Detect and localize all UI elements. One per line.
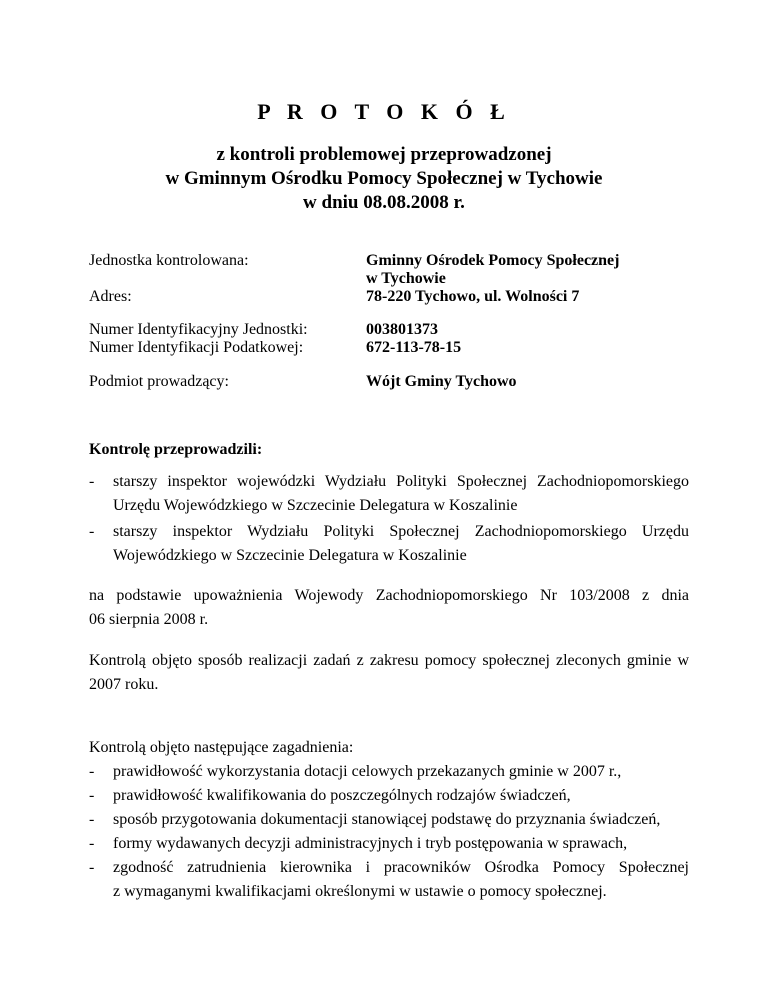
dash: - — [89, 811, 95, 828]
paragraph-line: 06 sierpnia 2008 r. — [89, 611, 209, 628]
paragraph-line: 2007 roku. — [89, 676, 159, 693]
authorization-paragraph — [89, 584, 689, 632]
jednostka-value-line: Gminny Ośrodek Pomocy Społecznej — [366, 252, 620, 269]
inspector-line: Urzędu Wojewódzkiego w Szczecinie Delegatura w Koszalinie — [113, 497, 518, 514]
dash: - — [89, 835, 95, 852]
nip-label-line: Numer Identyfikacji Podatkowej: — [89, 339, 304, 356]
nip-value-line: 672-113-78-15 — [366, 339, 462, 356]
issue-text: prawidłowość kwalifikowania do poszczególnych rodzajów świadczeń, — [113, 787, 571, 804]
dash: - — [89, 787, 95, 804]
nip-value — [366, 321, 461, 357]
issue-item — [89, 832, 689, 856]
scope-paragraph — [89, 649, 689, 697]
issue-text: formy wydawanych decyzji administracyjnych i tryb postępowania w sprawach, — [113, 835, 628, 852]
issue-item — [89, 856, 689, 904]
regon-value: 003801373 — [366, 321, 438, 338]
subtitle-line: w dniu 08.08.2008 r. — [303, 192, 465, 213]
dash: - — [89, 473, 95, 490]
inspector-line: starszy inspektor wojewódzki Wydziału Polityki Społecznej Zachodniopomorskiego — [113, 473, 689, 490]
issue-text-continued: z wymaganymi kwalifikacjami określonymi w ustawie o pomocy społecznej. — [113, 883, 607, 900]
issues-heading: Kontrolą objęto następujące zagadnienia: — [89, 739, 354, 756]
inspector-line: starszy inspektor Wydziału Polityki Społecznej Zachodniopomorskiego Urzędu — [113, 523, 689, 540]
inspector-item — [89, 520, 689, 568]
paragraph-line: na podstawie upoważnienia Wojewody Zachodniopomorskiego Nr 103/2008 z dnia — [89, 587, 689, 604]
paragraph-line: Kontrolą objęto sposób realizacji zadań z zakresu pomocy społecznej zleconych gminie w — [89, 652, 689, 669]
inspector-item — [89, 470, 689, 518]
dash: - — [89, 763, 95, 780]
adres-label: Adres: — [89, 288, 132, 305]
issue-item — [89, 808, 689, 832]
podmiot-value: Wójt Gminy Tychowo — [366, 373, 517, 390]
issue-text: sposób przygotowania dokumentacji stanowiącej podstawę do przyznania świadczeń, — [113, 811, 661, 828]
dash: - — [89, 523, 95, 540]
subtitle-line: w Gminnym Ośrodku Pomocy Społecznej w Tychowie — [165, 168, 603, 189]
issue-item — [89, 760, 689, 784]
issue-text: zgodność zatrudnienia kierownika i pracowników Ośrodka Pomocy Społecznej — [113, 859, 689, 876]
document-title: P R O T O K Ó Ł — [257, 99, 511, 124]
kontrole-heading: Kontrolę przeprowadzili: — [89, 441, 263, 458]
adres-value: 78-220 Tychowo, ul. Wolności 7 — [366, 288, 580, 305]
podmiot-label: Podmiot prowadzący: — [89, 373, 229, 390]
document-subtitle — [0, 143, 768, 215]
regon-label: Numer Identyfikacyjny Jednostki: — [89, 321, 308, 338]
nip-label — [89, 321, 308, 357]
jednostka-value-line: w Tychowie — [366, 270, 446, 287]
jednostka-value — [366, 252, 619, 288]
issue-text: prawidłowość wykorzystania dotacji celowych przekazanych gminie w 2007 r., — [113, 763, 622, 780]
issue-item — [89, 784, 689, 808]
inspector-line: Wojewódzkiego w Szczecinie Delegatura w Koszalinie — [113, 547, 467, 564]
dash: - — [89, 859, 95, 876]
jednostka-label: Jednostka kontrolowana: — [89, 252, 249, 269]
subtitle-line: z kontroli problemowej przeprowadzonej — [216, 144, 552, 165]
